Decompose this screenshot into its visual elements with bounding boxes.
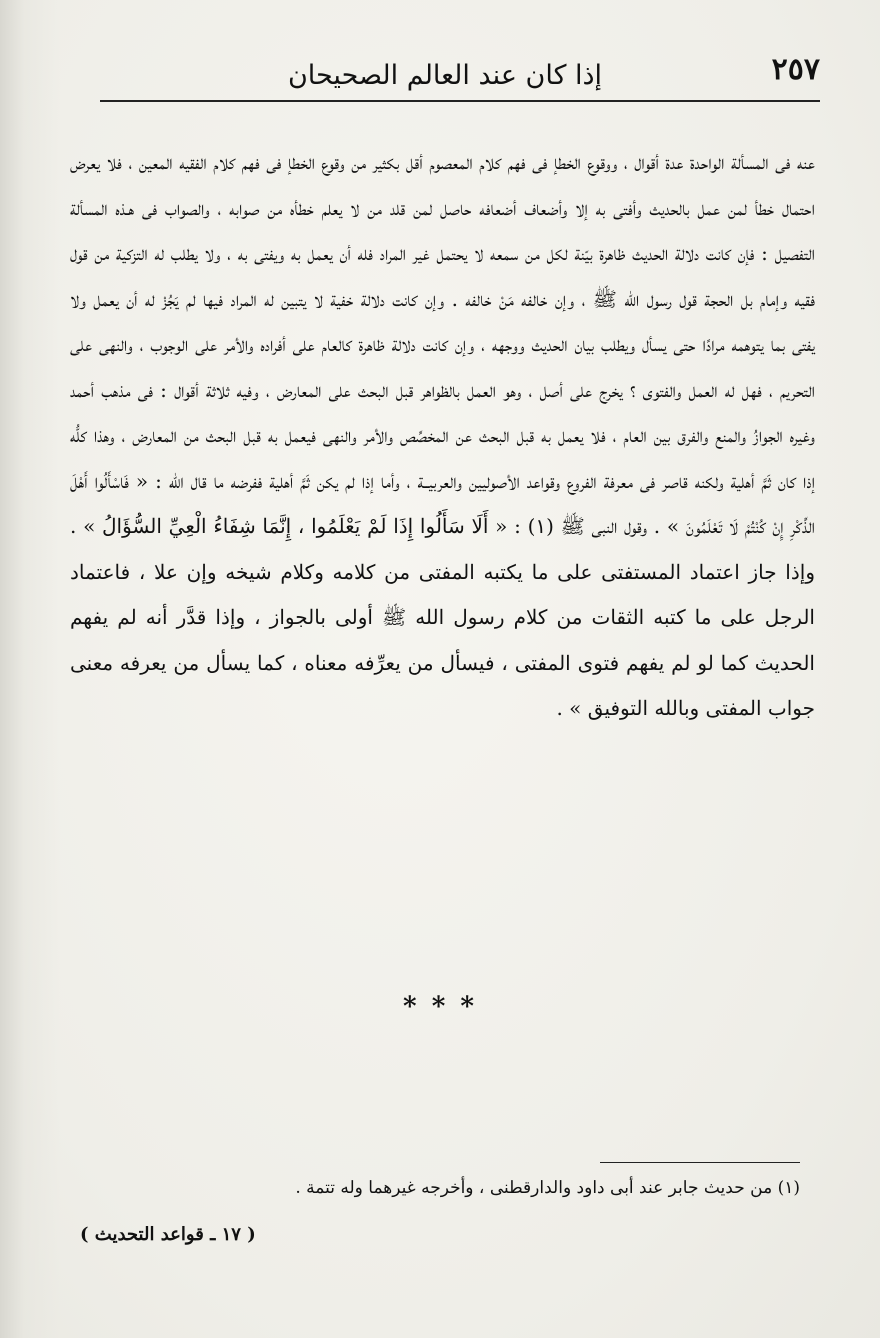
signature-mark: ( ١٧ ـ قواعد التحديث ) (80, 1224, 256, 1245)
main-text (70, 140, 815, 732)
section-separator: * * * (403, 992, 477, 1022)
body-paragraph: عنه فى المسألة الواحدة عدة أقوال ، ووقوع الخطإ فى فهم كلام المعصوم أقل بكثير من وقوع الخطإ فى فهم كلام الفقيه المعين ، فلا يعرض احتمال خطأ لمن عمل بالحديث وأفتى به إلا وأضعاف أضعافه حاصل لمن قلد من لا يعلم خطأه من صوابه ، والصواب فى هـذه المسألة التفصيل : فإن كانت دلالة الحديث ظاهرة بيّنة لكل من سمعه لا يحتمل غير المراد فله أن يعمل به ويفتى به ، ولا يطلب له التزكية من قول فقيه وإمام بل الحجة قول رسول الله ﷺ ، وإن خالفه مَنْ خالفه . وإن كانت دلالة خفية لا يتبين له المراد فيها لم يَجُزْ له أن يعمل ولا يفتى بما يتوهمه مرادًا حتى يسأل ويطلب بيان الحديث ووجهه ، وإن كانت دلالة ظاهرة كالعام على أفراده والأمر على الوجوب ، والنهى على التحريم ، فهل له العمل والفتوى ؟ يخرج على أصل ، وهو العمل بالظواهر قبل البحث على المعارض ، وفيه ثلاثة أقوال : فى مذهب أحمد وغيره الجوازُ والمنع والفرق بين العام ، فلا يعمل به قبل البحث عن المخصِّص والأمر والنهى فيعمل به قبل البحث من المعارض ، وهذا كلُّه إذا كان ثَمَّ أهلية ولكنه قاصر فى معرفة الفروع وقواعد الأصوليين والعربيــة ، وأما إذا لم يكن ثَمَّ أهلية ففرضه ما قال الله : « فَاسْأَلُوا أَهْلَ الذِّكْرِ إِنْ كُنْتُمْ لَا تَعْلَمُونَ » . وقول النبى ﷺ (١) : « أَلَا سَأَلُوا إِذَا لَمْ يَعْلَمُوا ، إِنَّمَا شِفَاءُ الْعِيِّ السُّؤَالُ » . وإذا جاز اعتماد المستفتى على ما يكتبه المفتى من كلامه وكلام شيخه وإن علا ، فاعتماد الرجل على ما كتبه الثقات من كلام رسول الله ﷺ أولى بالجواز ، وإذا قدَّر أنه لم يفهم الحديث كما لو لم يفهم فتوى المفتى ، فيسأل من يعرِّفه معناه ، كما يسأل من يعرفه معنى جواب المفتى وبالله التوفيق » . (70, 150, 815, 720)
binding-shadow (0, 0, 60, 1338)
page-number: ٢٥٧ (771, 52, 820, 87)
running-title: إذا كان عند العالم الصحيحان (287, 60, 603, 91)
header-rule (100, 100, 820, 102)
footnote: (١) من حديث جابر عند أبى داود والدارقطنى ، وأخرجه غيرهما وله تتمة . (295, 1178, 800, 1198)
page-header (100, 40, 820, 100)
footnote-rule (600, 1162, 800, 1163)
